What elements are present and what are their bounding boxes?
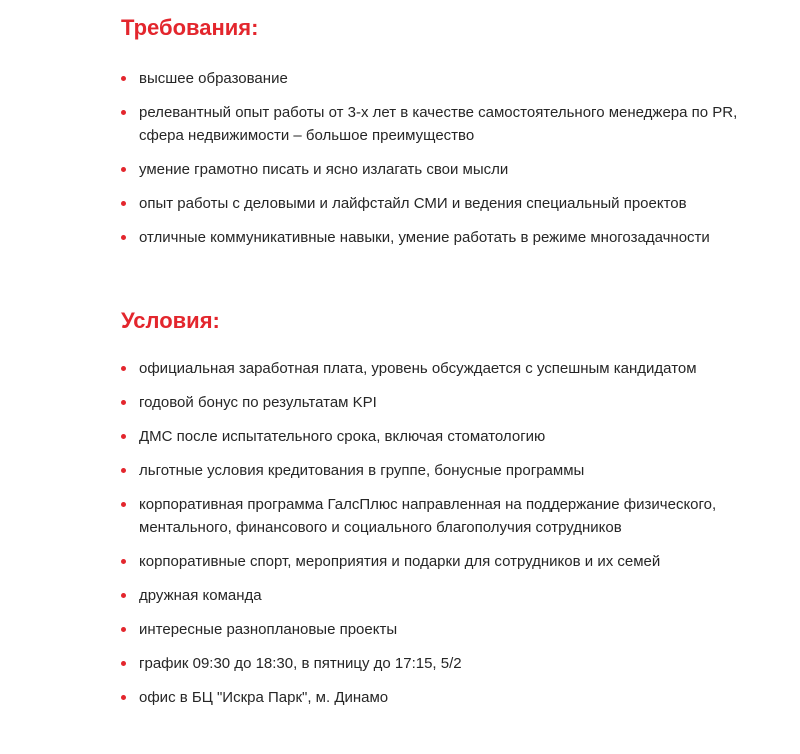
requirements-heading: Требования: [121, 15, 259, 40]
condition-item [0, 391, 800, 414]
bullet-icon [121, 502, 126, 507]
condition-text: льготные условия кредитования в группе, бонусные программы [139, 462, 585, 479]
bullet-icon [121, 593, 126, 598]
bullet-icon [121, 627, 126, 632]
bullet-icon [121, 235, 126, 240]
requirement-text: опыт работы с деловыми и лайфстайл СМИ и ведения специальный проектов [139, 195, 687, 212]
bullet-icon [121, 76, 126, 81]
requirement-item [0, 158, 800, 181]
bullet-icon [121, 167, 126, 172]
condition-text: годовой бонус по результатам KPI [139, 394, 377, 411]
bullet-icon [121, 400, 126, 405]
requirement-text: высшее образование [139, 70, 288, 87]
condition-text: ДМС после испытательного срока, включая стоматологию [139, 428, 546, 445]
condition-item [0, 618, 800, 641]
bullet-icon [121, 110, 126, 115]
condition-item [0, 550, 800, 573]
condition-text: график 09:30 до 18:30, в пятницу до 17:15, 5/2 [139, 655, 462, 672]
condition-item [0, 459, 800, 482]
condition-text: дружная команда [139, 587, 262, 604]
requirement-item [0, 101, 800, 147]
bullet-icon [121, 201, 126, 206]
bullet-icon [121, 468, 126, 473]
condition-text: корпоративные спорт, мероприятия и подарки для сотрудников и их семей [139, 553, 661, 570]
condition-item [0, 652, 800, 675]
condition-text: интересные разноплановые проекты [139, 621, 398, 638]
condition-text: корпоративная программа ГалсПлюс направленная на поддержание физического, ментального, финансового и социального благополучия сотрудников [139, 496, 717, 536]
condition-item [0, 425, 800, 448]
condition-item [0, 584, 800, 607]
requirement-text: отличные коммуникативные навыки, умение работать в режиме многозадачности [139, 229, 710, 246]
requirement-item [0, 192, 800, 215]
bullet-icon [121, 695, 126, 700]
condition-item [0, 493, 800, 539]
requirement-item [0, 67, 800, 90]
conditions-heading: Условия: [121, 308, 220, 333]
bullet-icon [121, 434, 126, 439]
condition-item [0, 686, 800, 709]
requirement-item [0, 226, 800, 249]
bullet-icon [121, 559, 126, 564]
bullet-icon [121, 661, 126, 666]
requirement-text: релевантный опыт работы от 3-х лет в качестве самостоятельного менеджера по PR, сфера недвижимости – большое преимущество [139, 104, 738, 144]
requirement-text: умение грамотно писать и ясно излагать свои мысли [139, 161, 509, 178]
condition-text: официальная заработная плата, уровень обсуждается с успешным кандидатом [139, 360, 697, 377]
conditions-list [0, 357, 800, 720]
condition-item [0, 357, 800, 380]
requirements-list [0, 67, 800, 260]
bullet-icon [121, 366, 126, 371]
condition-text: офис в БЦ "Искра Парк", м. Динамо [139, 689, 389, 706]
